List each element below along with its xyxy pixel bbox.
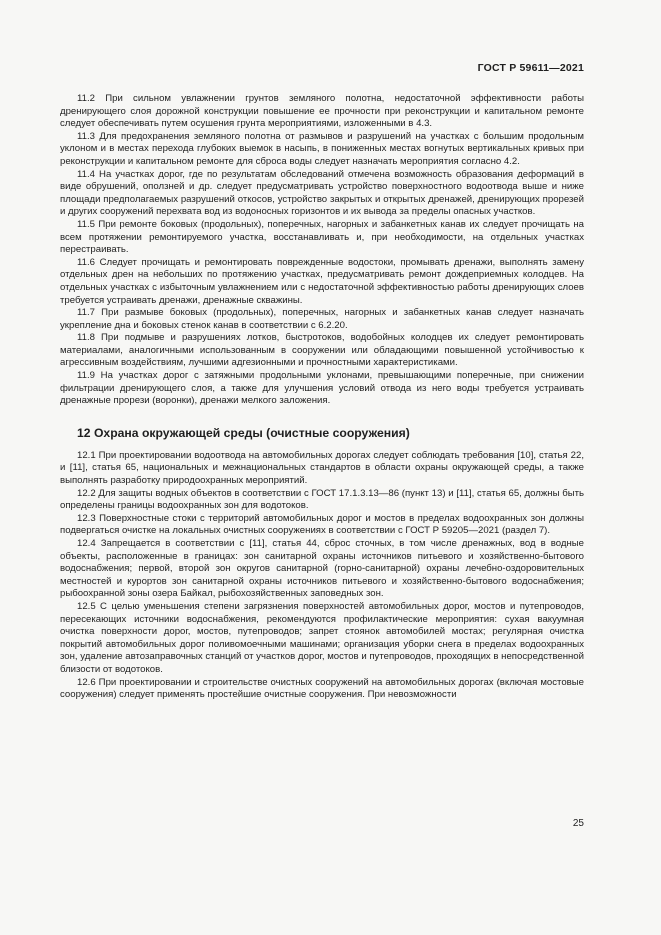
paragraph-11-7: 11.7 При размыве боковых (продольных), поперечных, нагорных и забанкетных канав следует назначать укрепление дна и боковых стенок канав в соответствии с 6.2.20. bbox=[60, 307, 584, 331]
page-number: 25 bbox=[572, 818, 584, 829]
paragraph-11-2: 11.2 При сильном увлажнении грунтов земляного полотна, недостаточной эффективности работы дренирующего слоя дорожной конструкции повышение ее прочности при реконструкции и капитальном ремонте следует обеспечивать путем осушения грунта мероприятиями, изложенными в 4.3. bbox=[60, 93, 584, 130]
document-body bbox=[60, 93, 584, 702]
paragraph-11-8: 11.8 При подмыве и разрушениях лотков, быстротоков, водобойных колодцев их следует ремонтировать материалами, аналогичными использованным в сооружении или обладающими повышенной устойчивостью к агрессивным воздействиям, лучшими адгезионными и прочностными характеристиками. bbox=[60, 332, 584, 369]
paragraph-12-1: 12.1 При проектировании водоотвода на автомобильных дорогах следует соблюдать требования [10], статья 22, и [11], статья 65, национальных и межнациональных стандартов в области охраны окружающей среды, а также выполнять разработку природоохранных мероприятий. bbox=[60, 449, 584, 487]
paragraph-12-2: 12.2 Для защиты водных объектов в соответствии с ГОСТ 17.1.3.13—86 (пункт 13) и [11], статья 65, должны быть определены границы водоохранных зон для водотоков. bbox=[60, 487, 584, 512]
paragraph-11-5: 11.5 При ремонте боковых (продольных), поперечных, нагорных и забанкетных канав их следует прочищать на всем протяжении ремонтируемого участка, восстанавливать и, при необходимости, на отдельных участках перестраивать. bbox=[60, 218, 584, 256]
paragraph-12-6: 12.6 При проектировании и строительстве очистных сооружений на автомобильных дорогах (включая мостовые сооружения) следует применять простейшие очистные сооружения. При невозможности bbox=[60, 676, 584, 701]
document-code-header: ГОСТ Р 59611—2021 bbox=[477, 62, 584, 74]
paragraph-11-9: 11.9 На участках дорог с затяжными продольными уклонами, превышающими поперечные, при снижении фильтрации дренирующего слоя, а также для улучшения условий отвода из него воды требуется устраивать дренажные прорези (воронки), дренажи мелкого заложения. bbox=[60, 370, 584, 407]
paragraph-11-4: 11.4 На участках дорог, где по результатам обследований отмечена возможность образования деформаций в виде обрушений, оползней и др. следует предусматривать устройство поверхностного водоотвода выше и ниже площади предполагаемых разрушений откосов, устройство закрытых и открытых дренажей, дренирующих прорезей и других сооружений перехвата вод из водоносных горизонтов и их вывода за пределы опасных участков. bbox=[60, 168, 584, 218]
paragraph-11-6: 11.6 Следует прочищать и ремонтировать поврежденные водостоки, промывать дренажи, выполнять замену отдельных дрен на небольших по протяжению участках, предусматривать ремонт дождеприемных колодцев. На отдельных участках с избыточным увлажнением или с недостаточной эффективностью работы дренирующих слоев требуется устраивать дренажи, дренажные скважины. bbox=[60, 256, 584, 306]
paragraph-11-3: 11.3 Для предохранения земляного полотна от размывов и разрушений на участках с большим продольным уклоном и в местах перехода глубоких выемок в насыпь, в пониженных местах вогнутых вертикальных кривых при реконструкции и капитальном ремонте для сброса воды следует назначать мероприятия согласно 4.2. bbox=[60, 130, 584, 167]
paragraph-12-4: 12.4 Запрещается в соответствии с [11], статья 44, сброс сточных, в том числе дренажных, вод в водные объекты, расположенные в границах: зон санитарной охраны источников питьевого и хозяйственно-бытового водоснабжения; первой, второй зон округов санитарной (горно-санитарной) охраны лечебно-оздоровительных местностей и курортов зон санитарной охраны источников питьевого и хозяйственно-бытового водоснабжения; рыбоохранной зоны озера Байкал, рыбохозяйственных заповедных зон. bbox=[60, 538, 584, 600]
paragraph-12-5: 12.5 С целью уменьшения степени загрязнения поверхностей автомобильных дорог, мостов и путепроводов, пересекающих источники водоснабжения, рекомендуются профилактические мероприятия: сухая вакуумная очистка поверхности дорог, мостов, путепроводов; запрет стоянок автомобилей мостах; регулярная очистка покрытий автомобильных дорог поливомоечными машинами; организация уборки снега в пределах водоохранных зон, удаление автозаправочных станций от участков дорог, мостов и путепроводов, проходящих в непосредственной близости от водотоков. bbox=[60, 600, 584, 675]
paragraph-12-3: 12.3 Поверхностные стоки с территорий автомобильных дорог и мостов в пределах водоохранных зон должны подвергаться очистке на локальных очистных сооружениях в соответствии с ГОСТ Р 59205—2021 (раздел 7). bbox=[60, 512, 584, 537]
section-12-title: 12 Охрана окружающей среды (очистные сооружения) bbox=[77, 425, 410, 440]
